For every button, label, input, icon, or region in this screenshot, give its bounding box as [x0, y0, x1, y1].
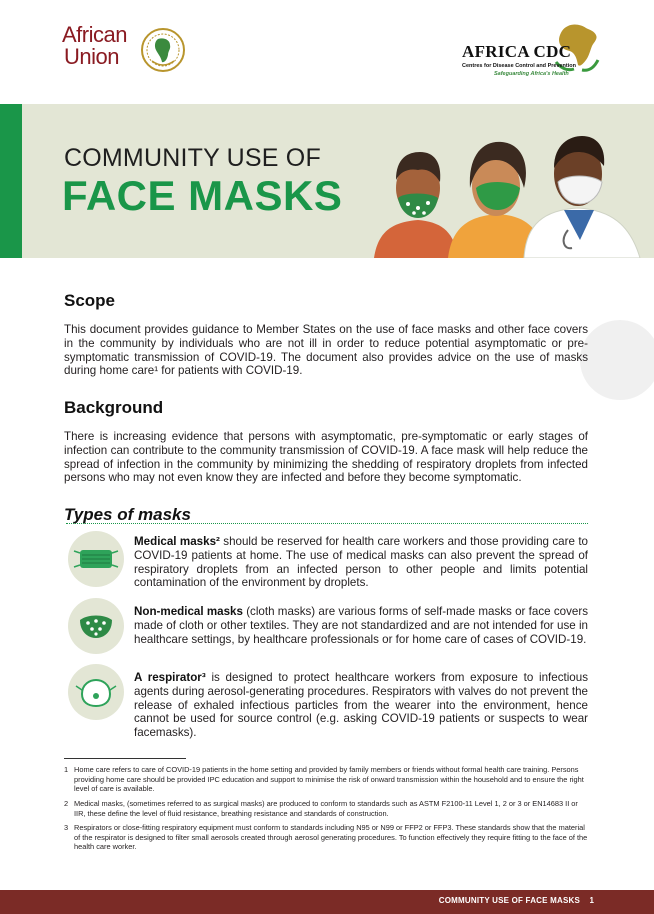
footnote-3-number: 3 [64, 823, 69, 832]
africa-cdc-logo [462, 22, 612, 82]
cloth-mask-icon-circle [68, 598, 124, 654]
footnote-2-text: Medical masks, (sometimes referred to as surgical masks) are produced to conform to standards such as ASTM F2100-11 Level 1, 2 or 3 or EN14683 II or IIR, these define the level of fluid resistance, breathing resistance and standards of construction. [74, 799, 578, 818]
page-number: 1 [589, 896, 594, 905]
background-paragraph: There is increasing evidence that persons with asymptomatic, pre-symptomatic or early stages of infection can contribute to the community transmission of COVID-19. A face mask will help reduce the spread of infection in the community by minimizing the shedding of respiratory droplets from infected persons who may not even know they are infected and before they become symptomatic. [64, 430, 588, 485]
footnote-3-text: Respirators or close-fitting respiratory equipment must conform to standards including N95 or N99 or FFP2 or FFP3. These standards show that the material of the respirator is designed to filter small aerosols created through aerosol generating procedures. To function effectively they require fitting to the face of the health care worker. [74, 823, 588, 852]
footnote-2-number: 2 [64, 799, 69, 808]
footnote-rule [64, 758, 186, 759]
au-emblem-icon [140, 27, 186, 73]
types-heading: Types of masks [64, 505, 191, 524]
respirator-icon [68, 664, 124, 720]
medical-mask-icon-circle [68, 531, 124, 587]
cdc-tagline: Safeguarding Africa's Health [494, 71, 569, 77]
african-union-logo [62, 24, 127, 68]
banner-accent-stripe [0, 104, 22, 258]
page-footer [0, 890, 654, 914]
scope-heading: Scope [64, 291, 116, 310]
medical-masks-description: should be reserved for health care workers and those providing care to COVID-19 patients at home. The use of medical masks can also prevent the spread of respiratory droplets from an infected person to other people and limits potential contamination of the environment by droplets. [134, 535, 588, 590]
medical-masks-term: Medical masks² [134, 535, 220, 548]
cloth-mask-icon [68, 598, 124, 654]
non-medical-masks-term: Non-medical masks [134, 605, 243, 618]
footnote-1-text: Home care refers to care of COVID-19 patients in the home setting and provided by family members or friends without formal health care training. Persons providing home care should be provided IPC education and support to minimise the risk of onward transmission within the household and to ensure the right level of care is available. [74, 765, 584, 794]
respirator-description: is designed to protect healthcare workers from exposure to infectious agents during aerosol-generating procedures. Respirators with valves do not prevent the release of exhaled infectious particles from the wearer into the environment, hence cannot be used for source control (e.g. asking COVID-19 patients or suspects to wear facemasks). [134, 671, 588, 740]
footnote-2 [64, 799, 588, 818]
title-line-1: COMMUNITY USE OF [64, 144, 321, 172]
respirator-term: A respirator³ [134, 671, 206, 684]
people-wearing-masks-illustration [374, 130, 644, 258]
non-medical-masks-description: (cloth masks) are various forms of self-made masks or face covers made of cloth or other textiles. They are not standardized and are not intended for use in healthcare settings, by healthcare professionals or for home care of cases of COVID-19. [134, 605, 588, 646]
footer-label: COMMUNITY USE OF FACE MASKS [438, 896, 580, 905]
cdc-subtitle: Centres for Disease Control and Prevention [462, 63, 576, 69]
respirator-text [134, 671, 588, 740]
cdc-title: AFRICA CDC [462, 42, 572, 61]
title-line-2: FACE MASKS [62, 172, 343, 219]
types-divider [66, 523, 588, 524]
respirator-icon-circle [68, 664, 124, 720]
scope-paragraph: This document provides guidance to Member States on the use of face masks and other face covers in the community by individuals who are not ill in order to reduce potential asymptomatic or pre-symptomatic transmission of COVID-19. The document also provides advice on the use of masks during home care¹ for patients with COVID-19. [64, 323, 588, 378]
medical-mask-icon [68, 531, 124, 587]
non-medical-masks-text [134, 605, 588, 646]
footnote-1-number: 1 [64, 765, 69, 774]
au-logo-text-african: African [62, 22, 127, 47]
medical-masks-text [134, 535, 588, 590]
au-logo-text-union: Union [64, 44, 119, 69]
background-heading: Background [64, 398, 164, 417]
footnote-1 [64, 765, 588, 794]
footnote-3 [64, 823, 588, 852]
